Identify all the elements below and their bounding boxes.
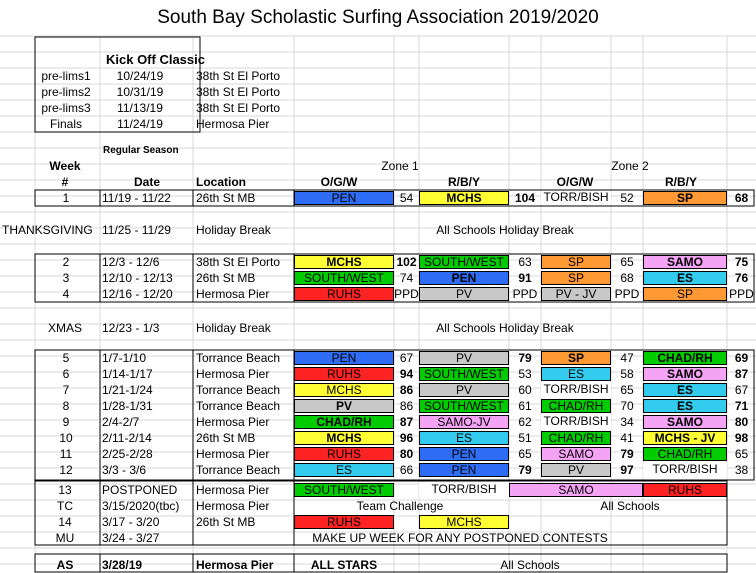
row-14-zone1-ogw-team: RUHS [294, 515, 394, 529]
zone2-ogw-score: 70 [620, 399, 634, 413]
zone2-rby-score: 38 [734, 463, 749, 477]
as-week: AS [56, 558, 74, 572]
tc-location: Hermosa Pier [196, 499, 270, 513]
header-date: Date [133, 175, 160, 189]
zone2-rby-team: ES [643, 399, 727, 413]
row-13-location: Hermosa Pier [196, 483, 270, 497]
zone1-ogw-team: PEN [294, 191, 394, 205]
zone2-rby-team: MCHS - JV [643, 431, 727, 445]
zone2-ogw-score: 47 [620, 351, 634, 365]
row-week: 6 [62, 367, 70, 381]
zone2-rby-team: CHAD/RH [643, 447, 727, 461]
zone1-rby-team: PV [419, 351, 509, 365]
row-week: 4 [62, 287, 70, 301]
kickoff-location: 38th St El Porto [196, 101, 281, 115]
row-location: Hermosa Pier [196, 367, 270, 381]
zone2-ogw-team: SP [541, 351, 611, 365]
xmas-note: All Schools Holiday Break [436, 321, 574, 335]
row-date: 1/28-1/31 [102, 399, 153, 413]
row-week: 2 [62, 255, 70, 269]
tc-note: All Schools [600, 499, 660, 513]
zone1-ogw-team: CHAD/RH [294, 415, 394, 429]
zone2-rby-score: 98 [734, 431, 749, 445]
zone2-rby-score: 71 [734, 399, 749, 413]
zone2-ogw-score: 41 [620, 431, 634, 445]
thanksgiving-label: THANKSGIVING [2, 223, 93, 237]
row-week: 10 [59, 431, 73, 445]
tc-event: Team Challenge [356, 499, 444, 513]
zone1-rby-team: ES [419, 431, 509, 445]
zone2-rby-team: ES [643, 383, 727, 397]
zone2-rby-score: 67 [734, 383, 749, 397]
zone1-rby-team: SOUTH/WEST [419, 255, 509, 269]
thanksgiving-dates: 11/25 - 11/29 [102, 223, 171, 237]
as-date: 3/28/19 [102, 558, 143, 572]
zone2-ogw-team: CHAD/RH [541, 399, 611, 413]
zone1-rby-score: 104 [514, 191, 536, 205]
zone1-rby-team: PV [419, 383, 509, 397]
row-location: 26th St MB [196, 191, 256, 205]
zone1-ogw-score: 102 [396, 255, 417, 269]
row-week: 9 [62, 415, 70, 429]
header-week: Week [49, 159, 81, 173]
row-week: 5 [62, 351, 70, 365]
thanksgiving-name: Holiday Break [196, 223, 271, 237]
kickoff-date: 10/31/19 [116, 85, 164, 99]
row-location: Torrance Beach [196, 383, 281, 397]
row-14-week: 14 [58, 515, 72, 529]
zone2-ogw-score: 79 [620, 447, 634, 461]
row-13-week: 13 [58, 483, 72, 497]
xmas-label: XMAS [48, 321, 83, 335]
header-zone1-ogw: O/G/W [320, 175, 358, 189]
zone2-rby-score: 75 [734, 255, 749, 269]
row-location: 26th St MB [196, 271, 256, 285]
zone1-ogw-score: 87 [399, 415, 414, 429]
zone2-ogw-team: SP [541, 271, 611, 285]
zone2-ogw-team: TORR/BISH [541, 383, 611, 397]
zone1-rby-score: 60 [518, 383, 532, 397]
zone1-ogw-team: PV [294, 399, 394, 413]
zone1-ogw-score: 80 [399, 447, 414, 461]
zone1-ogw-score: PPD [394, 287, 419, 301]
kickoff-event: Finals [49, 117, 82, 131]
zone2-rby-score: 69 [734, 351, 749, 365]
zone1-ogw-team: ES [294, 463, 394, 477]
zone2-ogw-score: 97 [620, 463, 634, 477]
row-week: 12 [59, 463, 73, 477]
zone1-rby-team: PV [419, 287, 509, 301]
row-location: Torrance Beach [196, 351, 281, 365]
kickoff-date: 11/13/19 [117, 101, 163, 115]
zone2-ogw-team: TORR/BISH [541, 415, 611, 429]
zone2-rby-team: TORR/BISH [643, 463, 727, 477]
zone2-rby-team: SAMO [643, 255, 727, 269]
as-location: Hermosa Pier [196, 558, 274, 572]
zone2-ogw-score: 58 [620, 367, 634, 381]
row-date: 3/3 - 3/6 [102, 463, 147, 477]
mu-date: 3/24 - 3/27 [102, 531, 160, 545]
zone2-rby-score: PPD [729, 287, 754, 301]
zone2-ogw-team: CHAD/RH [541, 431, 611, 445]
row-14-date: 3/17 - 3/20 [102, 515, 160, 529]
page-title: South Bay Scholastic Surfing Association 2019/2020 [157, 7, 599, 28]
zone2-ogw-team: ES [541, 367, 611, 381]
xmas-dates: 12/23 - 1/3 [102, 321, 160, 335]
zone1-ogw-team: RUHS [294, 287, 394, 301]
row-date: 1/21-1/24 [102, 383, 153, 397]
kickoff-date: 10/24/19 [116, 69, 164, 83]
kickoff-event: pre-lims3 [41, 101, 91, 115]
zone1-ogw-score: 67 [399, 351, 414, 365]
row-location: Hermosa Pier [196, 447, 270, 461]
row-location: 26th St MB [196, 431, 256, 445]
zone1-rby-score: 79 [518, 351, 532, 365]
header-zone2-rby: R/B/Y [664, 175, 697, 189]
zone2-rby-team: SAMO [643, 415, 727, 429]
row-date: 12/3 - 12/6 [102, 255, 160, 269]
zone1-ogw-score: 96 [399, 431, 414, 445]
row-location: Hermosa Pier [196, 287, 270, 301]
zone1-rby-score: 62 [518, 415, 532, 429]
kickoff-event: pre-lims2 [41, 85, 91, 99]
row-location: 38th St El Porto [196, 255, 281, 269]
zone2-ogw-team: PV [541, 463, 611, 477]
tc-week: TC [57, 499, 73, 513]
zone1-rby-score: 79 [518, 463, 532, 477]
zone1-rby-score: 61 [518, 399, 532, 413]
mu-week: MU [55, 531, 75, 545]
row-13-zone1-ogw-team: SOUTH/WEST [294, 483, 394, 497]
zone1-rby-score: PPD [512, 287, 538, 301]
tc-date: 3/15/2020(tbc) [102, 499, 180, 513]
zone2-rby-score: 68 [734, 191, 749, 205]
zone2-ogw-team: TORR/BISH [541, 191, 611, 205]
zone1-ogw-score: 66 [399, 463, 414, 477]
kickoff-heading: Kick Off Classic [106, 52, 205, 67]
zone1-ogw-team: MCHS [294, 383, 394, 397]
row-week: 1 [62, 191, 70, 205]
zone1-rby-score: 65 [518, 447, 532, 461]
zone1-rby-team: SOUTH/WEST [419, 399, 509, 413]
header-num: # [61, 175, 69, 189]
header-zone1-rby: R/B/Y [447, 175, 480, 189]
thanksgiving-note: All Schools Holiday Break [436, 223, 574, 237]
zone1-ogw-team: SOUTH/WEST [294, 271, 394, 285]
header-location: Location [196, 175, 246, 189]
row-location: Torrance Beach [196, 463, 281, 477]
zone2-ogw-team: SAMO [541, 447, 611, 461]
zone2-rby-score: 76 [734, 271, 749, 285]
zone2-ogw-score: 65 [620, 383, 634, 397]
zone1-ogw-score: 94 [399, 367, 414, 381]
row-date: 1/14-1/17 [102, 367, 153, 381]
regular-season-label: Regular Season [103, 145, 179, 156]
zone2-ogw-score: PPD [614, 287, 640, 301]
zone2-rby-team: ES [643, 271, 727, 285]
kickoff-event: pre-lims1 [41, 69, 91, 83]
zone1-ogw-score: 86 [399, 399, 414, 413]
zone1-ogw-score: 86 [399, 383, 414, 397]
row-location: Torrance Beach [196, 399, 281, 413]
row-date: 2/4-2/7 [102, 415, 140, 429]
zone2-rby-score: 87 [734, 367, 749, 381]
zone2-ogw-score: 68 [620, 271, 634, 285]
row-week: 8 [62, 399, 70, 413]
zone1-rby-team: SAMO-JV [419, 415, 509, 429]
zone2-ogw-team: SP [541, 255, 611, 269]
row-date: 2/11-2/14 [102, 431, 152, 445]
row-date: 11/19 - 11/22 [102, 191, 171, 205]
row-date: 12/16 - 12/20 [102, 287, 173, 301]
kickoff-location: Hermosa Pier [196, 117, 270, 131]
zone2-ogw-score: 52 [620, 191, 634, 205]
zone1-rby-score: 91 [518, 271, 532, 285]
zone2-rby-team: SP [643, 191, 727, 205]
zone1-rby-score: 63 [518, 255, 532, 269]
as-note: All Schools [500, 558, 560, 572]
kickoff-location: 38th St El Porto [196, 69, 281, 83]
zone1-ogw-team: RUHS [294, 447, 394, 461]
mu-note: MAKE UP WEEK FOR ANY POSTPONED CONTESTS [312, 531, 608, 545]
zone1-ogw-team: MCHS [294, 431, 394, 445]
zone2-rby-score: 65 [734, 447, 749, 461]
row-week: 11 [59, 447, 73, 461]
kickoff-location: 38th St El Porto [196, 85, 281, 99]
zone1-ogw-team: RUHS [294, 367, 394, 381]
as-event: ALL STARS [310, 558, 378, 572]
header-zone2: Zone 2 [611, 159, 649, 173]
zone1-rby-team: PEN [419, 463, 509, 477]
row-week: 7 [62, 383, 70, 397]
row-date: 1/7-1/10 [102, 351, 147, 365]
zone1-rby-team: SOUTH/WEST [419, 367, 509, 381]
zone1-rby-team: PEN [419, 271, 509, 285]
row-14-zone1-rby-team: MCHS [419, 515, 509, 529]
zone1-ogw-team: PEN [294, 351, 394, 365]
zone1-ogw-score: 54 [399, 191, 414, 205]
kickoff-date: 11/24/19 [117, 117, 163, 131]
zone1-ogw-score: 74 [399, 271, 414, 285]
zone2-rby-team: SAMO [643, 367, 727, 381]
zone2-rby-score: 80 [734, 415, 749, 429]
zone1-rby-team: PEN [419, 447, 509, 461]
header-zone1: Zone 1 [381, 159, 419, 173]
row-13-zone2-rby-team: RUHS [643, 483, 727, 497]
row-date: 2/25-2/28 [102, 447, 153, 461]
xmas-name: Holiday Break [196, 321, 271, 335]
zone2-ogw-score: 34 [620, 415, 634, 429]
row-13-zone1-rby-team: TORR/BISH [419, 483, 509, 497]
header-zone2-ogw: O/G/W [556, 175, 594, 189]
row-14-location: 26th St MB [196, 515, 256, 529]
zone2-ogw-team: PV - JV [541, 287, 611, 301]
row-location: Hermosa Pier [196, 415, 270, 429]
zone2-ogw-score: 65 [620, 255, 634, 269]
row-week: 3 [62, 271, 70, 285]
zone1-rby-score: 53 [518, 367, 532, 381]
zone1-rby-score: 51 [518, 431, 532, 445]
zone2-rby-team: SP [643, 287, 727, 301]
row-date: 12/10 - 12/13 [102, 271, 173, 285]
zone2-rby-team: CHAD/RH [643, 351, 727, 365]
row-13-zone2-ogw-team: SAMO [509, 483, 643, 497]
zone1-rby-team: MCHS [419, 191, 509, 205]
row-13-date: POSTPONED [102, 483, 178, 497]
zone1-ogw-team: MCHS [294, 255, 394, 269]
